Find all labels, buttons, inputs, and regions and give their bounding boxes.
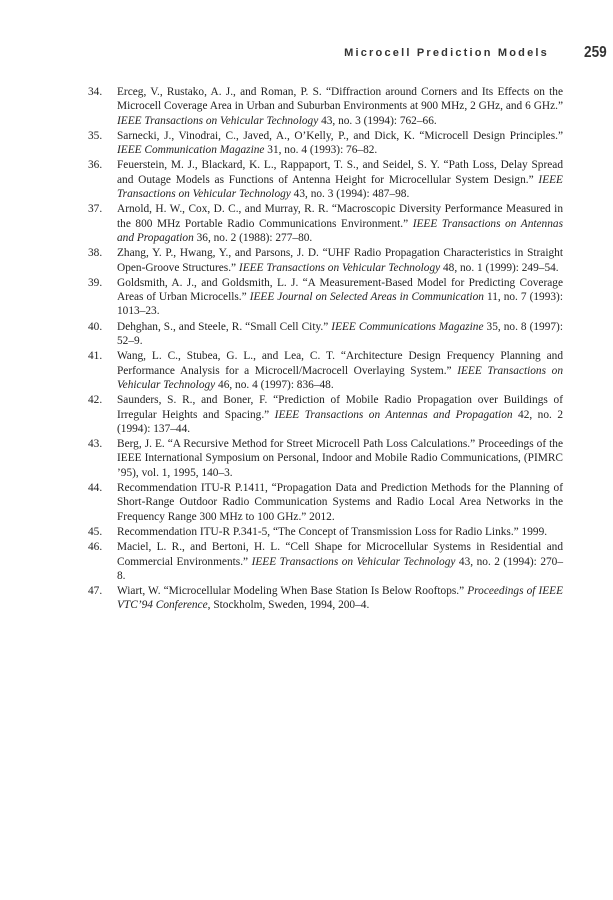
reference-number: 46. xyxy=(88,541,103,554)
reference-venue: IEEE Communication Magazine xyxy=(117,144,265,157)
reference-item xyxy=(88,393,563,436)
reference-text: Recommendation ITU-R P.1411, “Propagation Data and Prediction Methods for the Planning of Short-Range Outdoor Radio Communication Systems and Radio Local Area Networks in the Frequency Range 300 MHz to 100 GHz.” 2012. xyxy=(117,482,563,523)
reference-item xyxy=(88,85,563,128)
reference-details: 11, no. 7 (1993): 1013–23. xyxy=(117,291,563,318)
reference-number: 39. xyxy=(88,276,103,289)
reference-text: Dehghan, S., and Steele, R. “Small Cell City.” xyxy=(117,320,332,333)
reference-venue: IEEE Transactions on Vehicular Technology xyxy=(238,261,441,274)
reference-venue: IEEE Journal on Selected Areas in Communication xyxy=(249,291,484,304)
reference-number: 43. xyxy=(88,438,103,451)
reference-number: 38. xyxy=(88,247,103,260)
reference-text: Saunders, S. R., and Boner, F. “Prediction of Mobile Radio Propagation over Buildings of Irregular Heights and Spacing.” xyxy=(117,394,563,421)
reference-text: Sarnecki, J., Vinodrai, C., Javed, A., O’Kelly, P., and Dick, K. “Microcell Design Principles.” xyxy=(117,129,563,142)
reference-number: 42. xyxy=(88,394,103,407)
reference-item xyxy=(88,129,563,158)
reference-item xyxy=(88,246,563,275)
reference-text: Wang, L. C., Stubea, G. L., and Lea, C. T. “Architecture Design Frequency Planning and Performance Analysis for a Microcell/Macrocell Overlaying System.” xyxy=(117,350,563,377)
reference-number: 40. xyxy=(88,320,103,333)
reference-number: 44. xyxy=(88,482,103,495)
reference-text: Wiart, W. “Microcellular Modeling When Base Station Is Below Rooftops.” xyxy=(117,585,468,598)
reference-item xyxy=(88,584,563,613)
reference-number: 37. xyxy=(88,203,103,216)
running-header xyxy=(0,44,613,66)
reference-details: 46, no. 4 (1997): 836–48. xyxy=(215,378,334,391)
reference-item xyxy=(88,540,563,583)
reference-item xyxy=(88,349,563,392)
reference-item xyxy=(88,525,563,539)
reference-number: 41. xyxy=(88,350,103,363)
reference-venue: Proceedings of IEEE VTC’94 Conference xyxy=(117,585,564,612)
reference-details: 31, no. 4 (1993): 76–82. xyxy=(264,144,378,157)
reference-venue: IEEE Transactions on Vehicular Technology xyxy=(117,114,319,127)
reference-number: 45. xyxy=(88,525,103,538)
reference-venue: IEEE Transactions on Vehicular Technology xyxy=(117,173,563,201)
reference-text: Maciel, L. R., and Bertoni, H. L. “Cell Shape for Microcellular Systems in Residential and Commercial Environments.” xyxy=(117,541,563,568)
reference-item xyxy=(88,437,563,480)
reference-details: 43, no. 3 (1994): 487–98. xyxy=(290,188,410,201)
reference-number: 36. xyxy=(88,159,103,172)
reference-details: 36, no. 2 (1988): 277–80. xyxy=(193,231,313,244)
reference-text: Goldsmith, A. J., and Goldsmith, L. J. “A Measurement-Based Model for Predicting Coverage Areas of Urban Microcells.” xyxy=(117,276,563,304)
reference-text: Feuerstein, M. J., Blackard, K. L., Rappaport, T. S., and Seidel, S. Y. “Path Loss, Delay Spread and Outage Models as Functions of Antenna Height for Microcellular System Design.” xyxy=(117,159,563,186)
reference-number: 47. xyxy=(88,585,103,598)
reference-details: 48, no. 1 (1999): 249–54. xyxy=(440,261,559,274)
reference-details: 43, no. 2 (1994): 270–8. xyxy=(117,555,564,582)
reference-text: Recommendation ITU-R P.341-5, “The Concept of Transmission Loss for Radio Links.” 1999. xyxy=(117,525,548,538)
reference-text: Erceg, V., Rustako, A. J., and Roman, P. S. “Diffraction around Corners and Its Effects on the Microcell Coverage Area in Urban and Suburban Environments at 900 MHz, 2 GHz, and 6 GHz.” xyxy=(117,86,563,113)
reference-venue: IEEE Transactions on Vehicular Technology xyxy=(251,555,456,568)
page-number: 259 xyxy=(584,44,607,61)
reference-venue: IEEE Communications Magazine xyxy=(331,320,484,333)
reference-number: 35. xyxy=(88,129,103,142)
reference-details: 42, no. 2 (1994): 137–44. xyxy=(117,408,564,435)
reference-text: Zhang, Y. P., Hwang, Y., and Parsons, J. D. “UHF Radio Propagation Characteristics in Straight Open-Groove Structures.” xyxy=(117,247,563,274)
reference-venue: IEEE Transactions on Vehicular Technology xyxy=(117,364,563,391)
reference-number: 34. xyxy=(88,86,103,98)
reference-details: , Stockholm, Sweden, 1994, 200–4. xyxy=(207,599,370,612)
reference-details: 35, no. 8 (1997): 52–9. xyxy=(117,320,563,348)
reference-details: 43, no. 3 (1994): 762–66. xyxy=(318,114,437,127)
reference-item xyxy=(88,481,563,524)
reference-venue: IEEE Transactions on Antennas and Propagation xyxy=(117,217,563,244)
running-title: Microcell Prediction Models xyxy=(344,47,549,59)
reference-item xyxy=(88,320,563,349)
reference-text: Arnold, H. W., Cox, D. C., and Murray, R. R. “Macroscopic Diversity Performance Measured in the 800 MHz Portable Radio Communications Environment.” xyxy=(117,203,563,230)
reference-text: Berg, J. E. “A Recursive Method for Street Microcell Path Loss Calculations.” Proceedings of the IEEE International Symposium on Personal, Indoor and Mobile Radio Communications, (PIMRC ’95), vol. 1, 1995, 140–3. xyxy=(117,438,563,479)
reference-venue: IEEE Transactions on Antennas and Propagation xyxy=(274,408,513,421)
reference-item xyxy=(88,276,563,319)
reference-list xyxy=(88,85,563,614)
reference-item xyxy=(88,158,563,201)
reference-item xyxy=(88,202,563,245)
